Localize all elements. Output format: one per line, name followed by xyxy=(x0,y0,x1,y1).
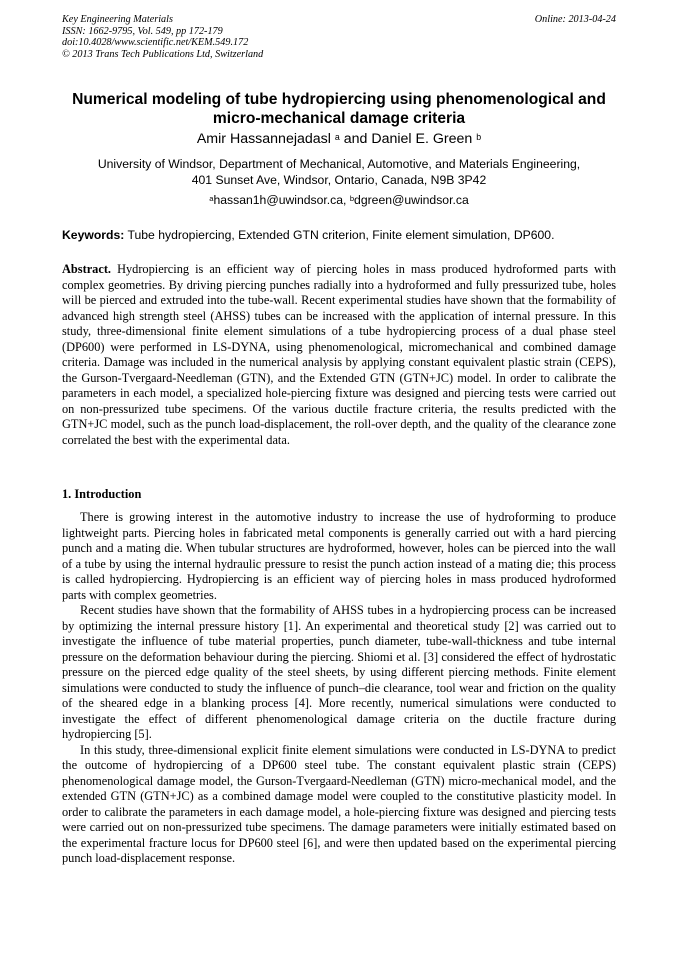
author-line xyxy=(40,131,638,148)
email-line xyxy=(40,193,638,208)
title-line-2: micro-mechanical damage criteria xyxy=(212,110,466,127)
abstract-text: Hydropiercing is an efficient way of piercing holes in mass produced hydroformed parts with complex geometries. By driving piercing punches radially into a hydroformed and fully pressurized tube, holes will be pierced and extruded into the tube-wall. Recent experimental studies have shown that the formability of advanced high strength steel (AHSS) tubes can be increased with the application of internal pressure. In this study, three-dimensional finite element simulations of a tube hydropiercing process of a dual phase steel (DP600) were performed in LS-DYNA, using phenomenological, micromechanical and combined damage criteria. Damage was included in the numerical analysis by applying constant equivalent plastic strain (CEPS), the Gurson-Tvergaard-Needleman (GTN), and the Extended GTN (GTN+JC) model. In order to calibrate the parameters in each model, a specialized hole-piercing fixture was designed and piercing tests were carried out on non-pressurized tube specimens. Of the various ductile fracture criteria, the results predicted with the GTN+JC model, such as the punch load-displacement, the roll-over depth, and the quality of the clearance zone correlated the best with the experimental data. xyxy=(62,262,617,447)
author-2: Daniel E. Green xyxy=(371,131,473,147)
author-1-superscript: a xyxy=(334,132,340,142)
email-2: dgreen@uwindsor.ca xyxy=(354,193,469,207)
issn-line: ISSN: 1662-9795, Vol. 549, pp 172-179 xyxy=(62,25,223,37)
author-1: Amir Hassannejadasl xyxy=(196,131,331,147)
journal-name: Key Engineering Materials xyxy=(62,14,173,25)
intro-paragraph-3: In this study, three-dimensional explicit finite element simulations were conducted in LS-DYNA to predict the outcome of hydropiercing of a DP600 steel tube. The constant equivalent plastic strain (CEPS) phenomenological damage model, the Gurson-Tvergaard-Needleman (GTN) micro-mechanical model, and the extended GTN (GTN+JC) as a combined damage model were coupled to the constitutive plasticity model. In order to calibrate the parameters in each damage model, a hole-piercing fixture was designed and piercing tests were carried out on non-pressurized tube specimens. The damage parameters were initially estimated based on the experimental fracture locus for DP600 steel [6], and were then updated based on the experimental piercing punch load-displacement response. xyxy=(62,742,616,865)
intro-paragraph-1: There is growing interest in the automotive industry to increase the use of hydroforming to produce lightweight parts. Piercing holes in fabricated metal components is generally carried out with a hard piercing punch and a mating die. When tubular structures are hydroformed, however, holes can be pierced into the wall of a tube by using the internal hydraulic pressure to resist the punch action instead of a mating die; this process is called hydropiercing. Hydropiercing is an efficient way of piercing holes in mass produced hydroformed parts with complex geometries. xyxy=(62,510,616,602)
introduction-body xyxy=(62,510,616,867)
online-date: Online: 2013-04-24 xyxy=(534,14,616,25)
keywords-label: Keywords: xyxy=(62,228,125,242)
copyright-line: © 2013 Trans Tech Publications Ltd, Switzerland xyxy=(62,48,264,60)
intro-paragraph-2: Recent studies have shown that the formability of AHSS tubes in a hydropiercing process can be increased by optimizing the internal pressure history [1]. An experimental and theoretical study [2] was carried out to investigate the influence of tube material properties, punch diameter, tube-wall-thickness and tube internal pressure on the deformation behaviour during the piercing. Shiomi et al. [3] considered the effect of hydrostatic pressure on the pierced edge quality of the steel sheets, by using different piercing methods. Finite element simulations were conducted to study the influence of punch–die clearance, tool wear and friction on the quality of the sheared edge in a blanking process [4]. More recently, numerical simulations were conducted to investigate the effect of different phenomenological damage criteria on the ductile fracture during hydropiercing [5]. xyxy=(62,603,616,741)
affiliation-line-1: University of Windsor, Department of Mechanical, Automotive, and Materials Engineering, xyxy=(97,157,581,171)
author-conjunction: and xyxy=(343,131,368,147)
email-1: hassan1h@uwindsor.ca, xyxy=(213,193,347,207)
title-line-1: Numerical modeling of tube hydropiercing using phenomenological and xyxy=(72,91,606,108)
affiliation xyxy=(40,157,638,188)
abstract-label: Abstract. xyxy=(62,262,112,276)
keywords xyxy=(62,228,616,243)
doi-line: doi:10.4028/www.scientific.net/KEM.549.172 xyxy=(62,37,249,49)
affiliation-line-2: 401 Sunset Ave, Windsor, Ontario, Canada, N9B 3P42 xyxy=(191,172,487,187)
author-2-superscript: b xyxy=(476,132,482,142)
section-heading: 1. Introduction xyxy=(62,487,142,501)
keywords-text: Tube hydropiercing, Extended GTN criterion, Finite element simulation, DP600. xyxy=(127,228,555,242)
email-1-superscript: a xyxy=(209,194,214,203)
abstract xyxy=(62,262,616,448)
journal-header xyxy=(62,14,616,60)
email-2-superscript: b xyxy=(349,194,355,203)
paper-title xyxy=(40,90,638,128)
